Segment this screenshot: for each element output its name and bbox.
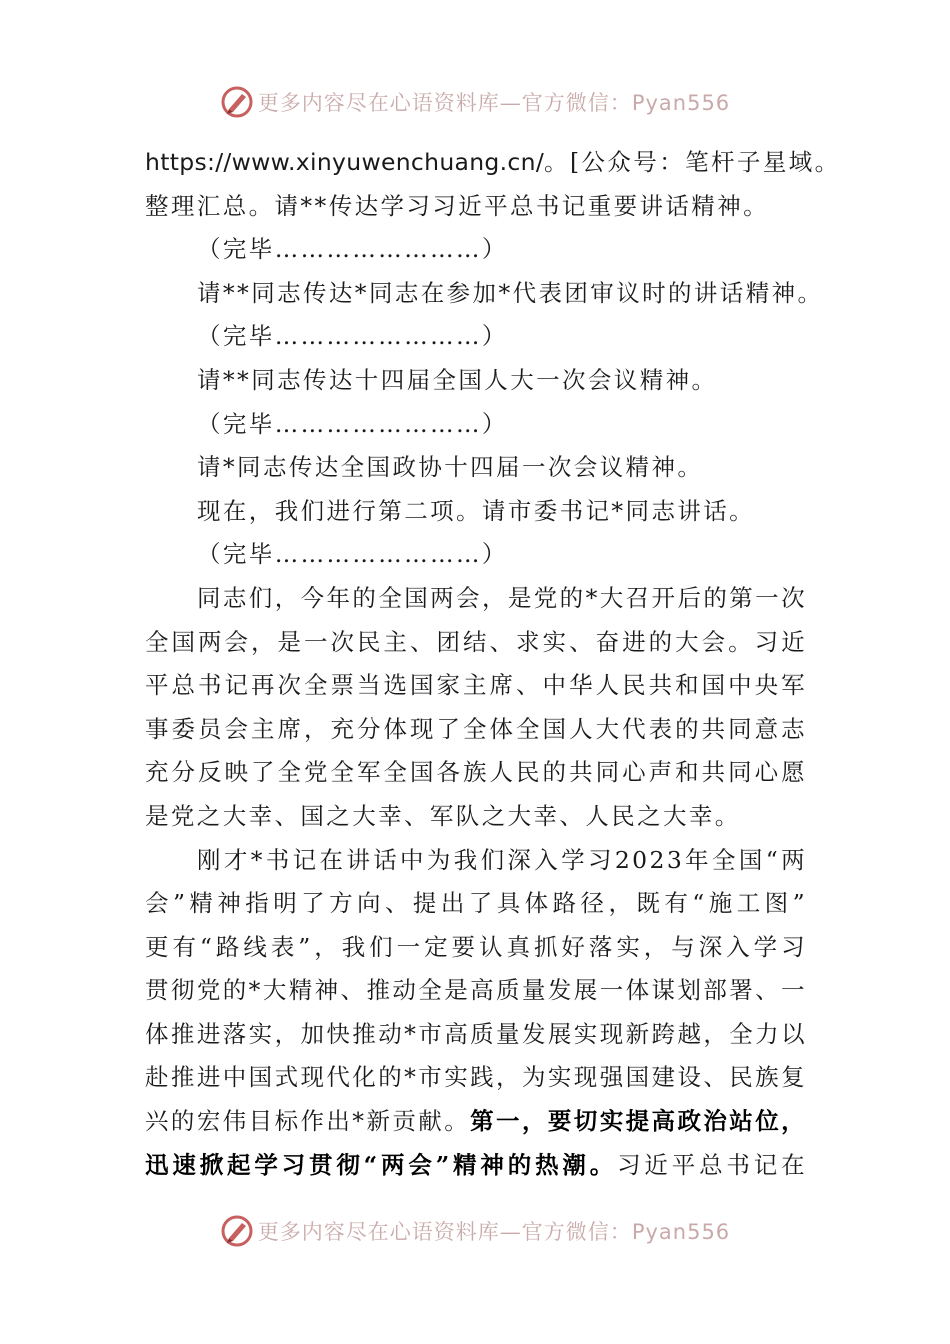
text-line: （完毕……………………）	[197, 322, 508, 351]
text-line: 请*同志传达全国政协十四届一次会议精神。	[197, 453, 704, 482]
text-line: （完毕……………………）	[197, 540, 508, 569]
footer-banner	[0, 1211, 950, 1251]
text-line: 充分反映了全党全军全国各族人民的共同心声和共同心愿	[145, 758, 807, 787]
wechat-id: Pyan556	[631, 1220, 731, 1244]
text-line: 更有“路线表”，我们一定要认真抓好落实，与深入学习	[145, 932, 807, 961]
text-line: 刚才*书记在讲话中为我们深入学习2023年全国“两	[197, 845, 807, 874]
text-line: https://www.xinyuwenchuang.cn/。[公众号：笔杆子星域。	[145, 148, 841, 176]
website-link[interactable]: https://www.xinyuwenchuang.cn/	[145, 148, 545, 176]
text-line: 全国两会，是一次民主、团结、求实、奋进的大会。习近	[145, 627, 807, 656]
text-line: 兴的宏伟目标作出*新贡献。第一，要切实提高政治站位，	[145, 1107, 807, 1136]
text-line: 事委员会主席，充分体现了全体全国人大代表的共同意志	[145, 714, 807, 743]
text-line: 迅速掀起学习贯彻“两会”精神的热潮。习近平总书记在	[145, 1150, 807, 1179]
text-line: 平总书记再次全票当选国家主席、中华人民共和国中央军	[145, 671, 807, 700]
text-line: 是党之大幸、国之大幸、军队之大幸、人民之大幸。	[145, 801, 741, 830]
document-body	[145, 141, 841, 1187]
bold-heading: 第一，要切实提高政治站位，	[470, 1107, 807, 1136]
text-line: 贯彻党的*大精神、推动全是高质量发展一体谋划部署、一	[145, 976, 807, 1005]
text-line: 会”精神指明了方向、提出了具体路径，既有“施工图”	[145, 889, 807, 918]
text-line: 赴推进中国式现代化的*市实践，为实现强国建设、民族复	[145, 1063, 807, 1092]
text-line: （完毕……………………）	[197, 235, 508, 264]
text-line: （完毕……………………）	[197, 409, 508, 438]
text-line: 整理汇总。请**传达学习习近平总书记重要讲话精神。	[145, 191, 769, 220]
pen-logo-icon	[220, 85, 254, 119]
banner-text: 更多内容尽在心语资料库—官方微信：Pyan556	[257, 1220, 731, 1244]
header-banner	[0, 82, 950, 122]
banner-text: 更多内容尽在心语资料库—官方微信：Pyan556	[257, 91, 731, 115]
text-line: 请**同志传达*同志在参加*代表团审议时的讲话精神。	[197, 278, 824, 307]
pen-logo-icon	[220, 1214, 254, 1248]
text-line: 请**同志传达十四届全国人大一次会议精神。	[197, 365, 718, 394]
bold-heading: 迅速掀起学习贯彻“两会”精神的热潮。	[145, 1150, 618, 1179]
text-line: 现在，我们进行第二项。请市委书记*同志讲话。	[197, 496, 756, 525]
wechat-id: Pyan556	[631, 91, 731, 115]
text-line: 同志们，今年的全国两会，是党的*大召开后的第一次	[197, 583, 807, 612]
text-line: 体推进落实，加快推动*市高质量发展实现新跨越，全力以	[145, 1019, 807, 1048]
